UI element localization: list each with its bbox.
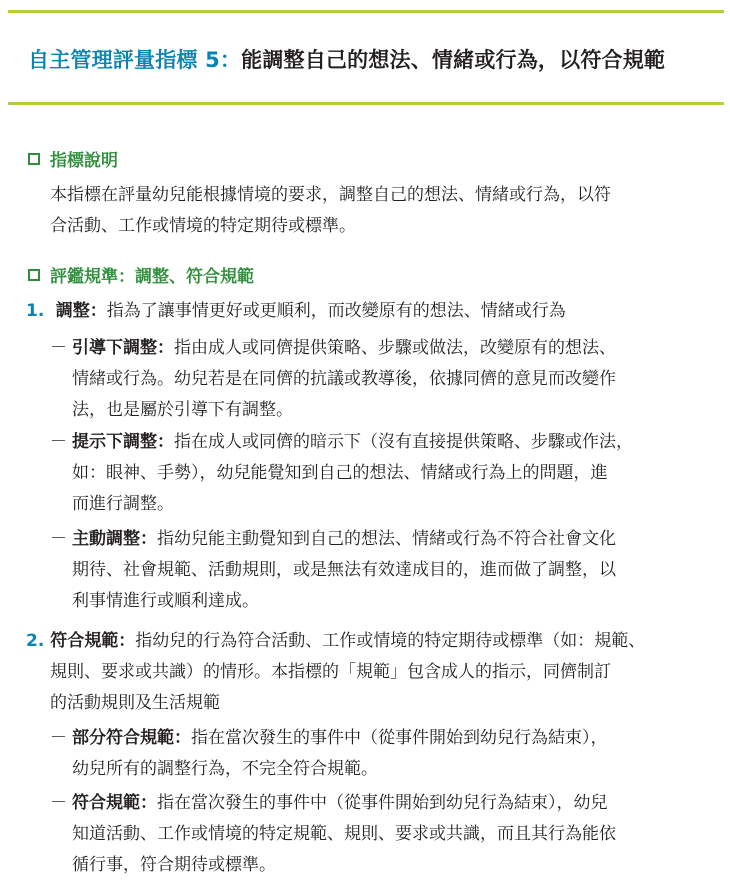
text-line: 情緒或行為。幼兒若是在同儕的抗議或教導後，依據同儕的意見而改變作: [72, 369, 616, 389]
text-line: 指在成人或同儕的暗示下（沒有直接提供策略、步驟或作法，: [174, 432, 633, 452]
sub-item-term: 部分符合規範：: [72, 728, 191, 748]
text-line: 指幼兒能主動覺知到自己的想法、情緒或行為不符合社會文化: [157, 529, 616, 549]
item-text: 指為了讓事情更好或更順利，而改變原有的想法、情緒或行為: [106, 301, 566, 321]
dash-marker: －: [50, 793, 67, 813]
dash-marker: －: [50, 338, 67, 358]
dash-marker: －: [50, 728, 67, 748]
text-line: 指幼兒的行為符合活動、工作或情境的特定期待或標準（如：規範、: [135, 631, 646, 651]
page-title: [28, 44, 665, 74]
sub-item-term: 提示下調整：: [72, 432, 174, 452]
text-line: 指由成人或同儕提供策略、步驟或做法，改變原有的想法、: [174, 338, 616, 358]
section-heading-text: 評鑑規準：調整、符合規範: [50, 267, 254, 287]
item-term: 符合規範：: [50, 631, 136, 651]
square-bullet-icon: [28, 153, 40, 165]
sub-item-term: 主動調整：: [72, 529, 157, 549]
sub-item-full-compliance: [50, 788, 616, 881]
title-rest: 能調整自己的想法、情緒或行為，以符合規範: [241, 48, 666, 72]
criterion-item-2: [26, 626, 645, 719]
sub-item-term: 引導下調整：: [72, 338, 174, 358]
sub-item-self-adjust: [50, 524, 616, 617]
text-line: 法，也是屬於引導下有調整。: [72, 400, 293, 420]
text-line: 期待、社會規範、活動規則，或是無法有效達成目的，進而做了調整，以: [72, 560, 616, 580]
text-line: 知道活動、工作或情境的特定規範、規則、要求或共識，而且其行為能依: [72, 824, 616, 844]
text-line: 規則、要求或共識）的情形。本指標的「規範」包含成人的指示，同儕制訂: [50, 662, 611, 682]
text-line: 指在當次發生的事件中（從事件開始到幼兒行為結束），幼兒: [157, 793, 608, 813]
title-lead: 自主管理評量指標 5：: [28, 48, 242, 72]
criterion-item-1: [26, 296, 566, 327]
text-line: 而進行調整。: [72, 494, 174, 514]
section-heading-description: [28, 146, 118, 171]
sub-item-prompted-adjust: [50, 427, 633, 520]
sub-item-guided-adjust: [50, 333, 616, 426]
text-line: 利事情進行或順利達成。: [72, 591, 259, 611]
square-bullet-icon: [28, 269, 40, 281]
text-line: 循行事，符合期待或標準。: [72, 855, 276, 875]
text-line: 幼兒所有的調整行為，不完全符合規範。: [72, 759, 378, 779]
item-number: 1.: [26, 301, 45, 321]
dash-marker: －: [50, 529, 67, 549]
text-line: 的活動規則及生活規範: [50, 693, 220, 713]
section-heading-text: 指標說明: [50, 151, 118, 171]
text-line: 如：眼神、手勢），幼兒能覺知到自己的想法、情緒或行為上的問題，進: [72, 463, 608, 483]
text-line: 指在當次發生的事件中（從事件開始到幼兒行為結束），: [191, 728, 608, 748]
text-line: 合活動、工作或情境的特定期待或標準。: [50, 216, 356, 236]
item-number: 2.: [26, 631, 45, 651]
sub-item-term: 符合規範：: [72, 793, 157, 813]
section-heading-criteria: [28, 262, 254, 287]
bottom-rule: [8, 102, 724, 105]
item-term: 調整：: [55, 301, 107, 321]
sub-item-partial-compliance: [50, 723, 608, 785]
description-paragraph: [50, 180, 611, 242]
text-line: 本指標在評量幼兒能根據情境的要求，調整自己的想法、情緒或行為，以符: [50, 185, 611, 205]
top-rule: [8, 10, 724, 13]
dash-marker: －: [50, 432, 67, 452]
